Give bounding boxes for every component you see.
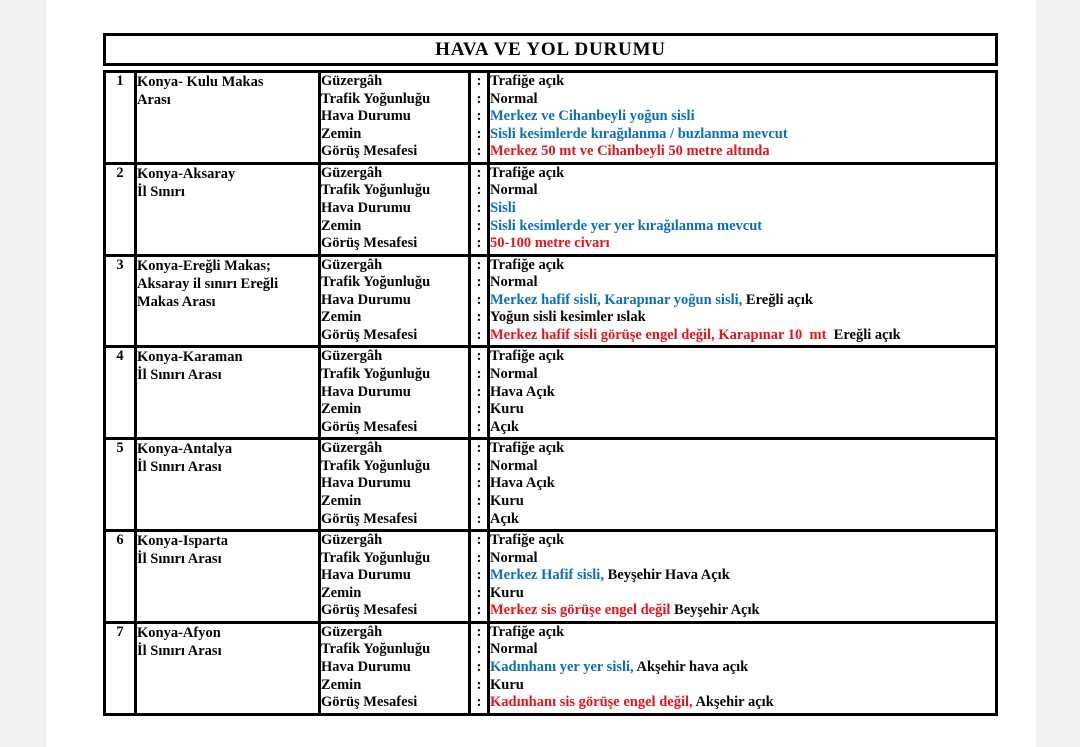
table-row bbox=[105, 72, 997, 164]
row-number-cell bbox=[105, 622, 136, 714]
row-number-cell bbox=[105, 72, 136, 164]
row-number: 7 bbox=[116, 623, 124, 640]
field-label: Güzergâh bbox=[321, 164, 383, 181]
field-value bbox=[490, 182, 995, 200]
colon: : bbox=[476, 235, 482, 252]
colon: : bbox=[476, 164, 482, 181]
field-value bbox=[490, 585, 995, 603]
field-value bbox=[490, 511, 995, 529]
value-segment: Merkez 50 mt ve Cihanbeyli 50 metre altında bbox=[490, 143, 770, 160]
field-value bbox=[490, 493, 995, 511]
field-label: Trafik Yoğunluğu bbox=[321, 90, 431, 107]
value-segment: Kadınhanı yer yer sisli, bbox=[490, 658, 634, 675]
route-name-line: İl Sınırı Arası bbox=[137, 367, 222, 384]
field-labels-cell bbox=[320, 347, 470, 439]
field-value bbox=[490, 366, 995, 384]
value-segment: Trafiğe açık bbox=[490, 531, 565, 548]
page-margin-right bbox=[1036, 0, 1080, 747]
value-segment: Trafiğe açık bbox=[490, 164, 565, 181]
field-label: Zemin bbox=[321, 584, 362, 601]
field-label: Görüş Mesafesi bbox=[321, 510, 418, 527]
field-label: Zemin bbox=[321, 217, 362, 234]
colon: : bbox=[476, 694, 482, 711]
field-values-cell bbox=[489, 622, 997, 714]
route-name-line: Konya-Ereğli Makas; bbox=[137, 257, 271, 274]
field-values-cell bbox=[489, 255, 997, 347]
field-label: Trafik Yoğunluğu bbox=[321, 549, 431, 566]
field-label: Hava Durumu bbox=[321, 383, 411, 400]
field-labels-cell bbox=[320, 72, 470, 164]
value-segment: Merkez ve Cihanbeyli yoğun sisli bbox=[490, 108, 695, 125]
value-segment: Normal bbox=[490, 549, 538, 566]
field-value bbox=[490, 384, 995, 402]
field-label: Zemin bbox=[321, 676, 362, 693]
field-label: Görüş Mesafesi bbox=[321, 418, 418, 435]
value-segment: Merkez hafif sisli, Karapınar yoğun sisli, bbox=[490, 291, 743, 308]
field-value bbox=[490, 401, 995, 419]
field-value bbox=[490, 624, 995, 642]
value-segment: Normal bbox=[490, 90, 538, 107]
field-label: Hava Durumu bbox=[321, 658, 411, 675]
row-number: 6 bbox=[116, 531, 124, 548]
row-number: 5 bbox=[116, 440, 124, 457]
colon: : bbox=[476, 199, 482, 216]
field-value bbox=[490, 602, 995, 620]
field-value bbox=[490, 292, 995, 310]
field-value bbox=[490, 419, 995, 437]
field-value bbox=[490, 108, 995, 126]
field-value bbox=[490, 641, 995, 659]
value-segment: Trafiğe açık bbox=[490, 623, 565, 640]
field-value bbox=[490, 218, 995, 236]
field-label: Trafik Yoğunluğu bbox=[321, 365, 431, 382]
field-value bbox=[490, 348, 995, 366]
field-label: Güzergâh bbox=[321, 531, 383, 548]
colon: : bbox=[476, 418, 482, 435]
route-cell bbox=[136, 347, 320, 439]
route-cell bbox=[136, 439, 320, 531]
route-cell bbox=[136, 255, 320, 347]
colon: : bbox=[476, 641, 482, 658]
value-segment: Ereğli açık bbox=[826, 326, 901, 343]
field-values-cell bbox=[489, 439, 997, 531]
field-value bbox=[490, 73, 995, 91]
page-title: HAVA VE YOL DURUMU bbox=[435, 38, 666, 60]
colon-cell bbox=[470, 163, 489, 255]
route-cell bbox=[136, 530, 320, 622]
table-row bbox=[105, 439, 997, 531]
value-segment: Sisli kesimlerde kırağılanma / buzlanma mevcut bbox=[490, 125, 788, 142]
value-segment: Beyşehir Açık bbox=[670, 602, 760, 619]
colon: : bbox=[476, 676, 482, 693]
colon: : bbox=[476, 510, 482, 527]
field-value bbox=[490, 274, 995, 292]
field-label: Görüş Mesafesi bbox=[321, 602, 418, 619]
value-segment: Açık bbox=[490, 418, 519, 435]
value-segment: Açık bbox=[490, 510, 519, 527]
field-label: Hava Durumu bbox=[321, 291, 411, 308]
table-row bbox=[105, 530, 997, 622]
value-segment: Hava Açık bbox=[490, 383, 555, 400]
value-segment: Trafiğe açık bbox=[490, 73, 565, 89]
value-segment: Trafiğe açık bbox=[490, 440, 565, 457]
colon: : bbox=[476, 274, 482, 291]
value-segment: Sisli bbox=[490, 199, 516, 216]
field-value bbox=[490, 235, 995, 253]
route-name-line: Konya-Afyon bbox=[137, 624, 221, 641]
colon: : bbox=[476, 567, 482, 584]
field-label: Zemin bbox=[321, 401, 362, 418]
value-segment: Kadınhanı sis görüşe engel değil, bbox=[490, 694, 693, 711]
field-label: Zemin bbox=[321, 125, 362, 142]
field-label: Güzergâh bbox=[321, 348, 383, 365]
row-number: 1 bbox=[116, 73, 124, 89]
field-label: Hava Durumu bbox=[321, 567, 411, 584]
route-name-line: Arası bbox=[137, 92, 171, 108]
field-value bbox=[490, 309, 995, 327]
field-value bbox=[490, 567, 995, 585]
field-value bbox=[490, 458, 995, 476]
table-row bbox=[105, 255, 997, 347]
colon-cell bbox=[470, 530, 489, 622]
route-name-line: Konya- Kulu Makas bbox=[137, 74, 264, 90]
route-name-line: Konya-Karaman bbox=[137, 349, 243, 366]
route-name-line: Aksaray il sınırı Ereğli bbox=[137, 275, 279, 292]
field-label: Hava Durumu bbox=[321, 199, 411, 216]
field-value bbox=[490, 257, 995, 275]
row-number-cell bbox=[105, 347, 136, 439]
value-segment: Merkez Hafif sisli, bbox=[490, 567, 604, 584]
row-number: 4 bbox=[116, 348, 124, 365]
colon-cell bbox=[470, 347, 489, 439]
colon: : bbox=[476, 623, 482, 640]
field-label: Görüş Mesafesi bbox=[321, 235, 418, 252]
field-values-cell bbox=[489, 530, 997, 622]
route-name-line: Makas Arası bbox=[137, 293, 216, 310]
colon: : bbox=[476, 457, 482, 474]
field-label: Trafik Yoğunluğu bbox=[321, 274, 431, 291]
colon: : bbox=[476, 401, 482, 418]
road-table-body bbox=[105, 72, 997, 715]
colon: : bbox=[476, 326, 482, 343]
row-number-cell bbox=[105, 439, 136, 531]
colon: : bbox=[476, 90, 482, 107]
colon: : bbox=[476, 492, 482, 509]
field-label: Trafik Yoğunluğu bbox=[321, 182, 431, 199]
value-segment: Kuru bbox=[490, 401, 524, 418]
value-segment: Normal bbox=[490, 274, 538, 291]
field-value bbox=[490, 165, 995, 183]
colon-cell bbox=[470, 72, 489, 164]
field-value bbox=[490, 91, 995, 109]
colon: : bbox=[476, 584, 482, 601]
field-label: Zemin bbox=[321, 492, 362, 509]
field-values-cell bbox=[489, 347, 997, 439]
value-segment: Normal bbox=[490, 182, 538, 199]
field-label: Güzergâh bbox=[321, 440, 383, 457]
field-value bbox=[490, 550, 995, 568]
field-label: Hava Durumu bbox=[321, 108, 411, 125]
field-label: Hava Durumu bbox=[321, 475, 411, 492]
value-segment: Sisli kesimlerde yer yer kırağılanma mevcut bbox=[490, 217, 763, 234]
colon-cell bbox=[470, 622, 489, 714]
field-labels-cell bbox=[320, 163, 470, 255]
field-value bbox=[490, 200, 995, 218]
value-segment: Hava Açık bbox=[490, 475, 555, 492]
field-value bbox=[490, 659, 995, 677]
value-segment: Kuru bbox=[490, 676, 524, 693]
row-number-cell bbox=[105, 163, 136, 255]
colon: : bbox=[476, 365, 482, 382]
field-value bbox=[490, 694, 995, 712]
page-margin-left bbox=[0, 0, 46, 747]
route-cell bbox=[136, 622, 320, 714]
value-segment: Ereğli açık bbox=[742, 291, 813, 308]
value-segment: Normal bbox=[490, 457, 538, 474]
field-label: Görüş Mesafesi bbox=[321, 326, 418, 343]
field-label: Trafik Yoğunluğu bbox=[321, 457, 431, 474]
route-name-line: Konya-Antalya bbox=[137, 441, 233, 458]
field-label: Görüş Mesafesi bbox=[321, 143, 418, 160]
row-number-cell bbox=[105, 255, 136, 347]
colon: : bbox=[476, 383, 482, 400]
field-value bbox=[490, 126, 995, 144]
field-value bbox=[490, 327, 995, 345]
value-segment: Trafiğe açık bbox=[490, 348, 565, 365]
colon: : bbox=[476, 602, 482, 619]
field-value bbox=[490, 440, 995, 458]
colon: : bbox=[476, 475, 482, 492]
road-conditions-table bbox=[103, 70, 998, 716]
field-labels-cell bbox=[320, 622, 470, 714]
field-label: Trafik Yoğunluğu bbox=[321, 641, 431, 658]
value-segment: Kuru bbox=[490, 584, 524, 601]
field-value bbox=[490, 475, 995, 493]
field-value bbox=[490, 677, 995, 695]
value-segment: Normal bbox=[490, 365, 538, 382]
colon: : bbox=[476, 182, 482, 199]
value-segment: Merkez sis görüşe engel değil bbox=[490, 602, 671, 619]
value-segment: Beyşehir Hava Açık bbox=[603, 567, 730, 584]
row-number: 3 bbox=[116, 256, 124, 273]
table-row bbox=[105, 347, 997, 439]
field-values-cell bbox=[489, 72, 997, 164]
colon: : bbox=[476, 291, 482, 308]
table-row bbox=[105, 622, 997, 714]
colon-cell bbox=[470, 439, 489, 531]
colon: : bbox=[476, 440, 482, 457]
field-value bbox=[490, 532, 995, 550]
value-segment: Akşehir hava açık bbox=[633, 658, 749, 675]
value-segment: 50-100 metre civarı bbox=[490, 235, 610, 252]
field-value bbox=[490, 143, 995, 161]
colon: : bbox=[476, 256, 482, 273]
value-segment: Kuru bbox=[490, 492, 524, 509]
field-label: Görüş Mesafesi bbox=[321, 694, 418, 711]
field-label: Güzergâh bbox=[321, 73, 383, 89]
colon: : bbox=[476, 658, 482, 675]
row-number-cell bbox=[105, 530, 136, 622]
field-labels-cell bbox=[320, 439, 470, 531]
colon: : bbox=[476, 108, 482, 125]
field-values-cell bbox=[489, 163, 997, 255]
row-number: 2 bbox=[116, 164, 124, 181]
field-labels-cell bbox=[320, 255, 470, 347]
table-row bbox=[105, 163, 997, 255]
value-segment: Normal bbox=[490, 641, 538, 658]
route-name-line: İl Sınırı Arası bbox=[137, 642, 222, 659]
field-label: Zemin bbox=[321, 309, 362, 326]
route-name-line: İl Sınırı bbox=[137, 183, 185, 200]
colon: : bbox=[476, 217, 482, 234]
value-segment: Yoğun sisli kesimler ıslak bbox=[490, 309, 646, 326]
colon: : bbox=[476, 143, 482, 160]
route-name-line: Konya-Aksaray bbox=[137, 165, 236, 182]
route-name-line: Konya-Isparta bbox=[137, 532, 229, 549]
route-cell bbox=[136, 72, 320, 164]
value-segment: Merkez hafif sisli görüşe engel değil, Karapınar 10 mt bbox=[490, 326, 827, 343]
field-labels-cell bbox=[320, 530, 470, 622]
colon: : bbox=[476, 73, 482, 89]
colon: : bbox=[476, 309, 482, 326]
route-name-line: İl Sınırı Arası bbox=[137, 459, 222, 476]
field-label: Güzergâh bbox=[321, 256, 383, 273]
colon-cell bbox=[470, 255, 489, 347]
field-label: Güzergâh bbox=[321, 623, 383, 640]
route-name-line: İl Sınırı Arası bbox=[137, 550, 222, 567]
colon: : bbox=[476, 549, 482, 566]
colon: : bbox=[476, 531, 482, 548]
colon: : bbox=[476, 348, 482, 365]
value-segment: Akşehir açık bbox=[692, 694, 774, 711]
value-segment: Trafiğe açık bbox=[490, 256, 565, 273]
colon: : bbox=[476, 125, 482, 142]
report-title-bar bbox=[103, 33, 998, 66]
route-cell bbox=[136, 163, 320, 255]
